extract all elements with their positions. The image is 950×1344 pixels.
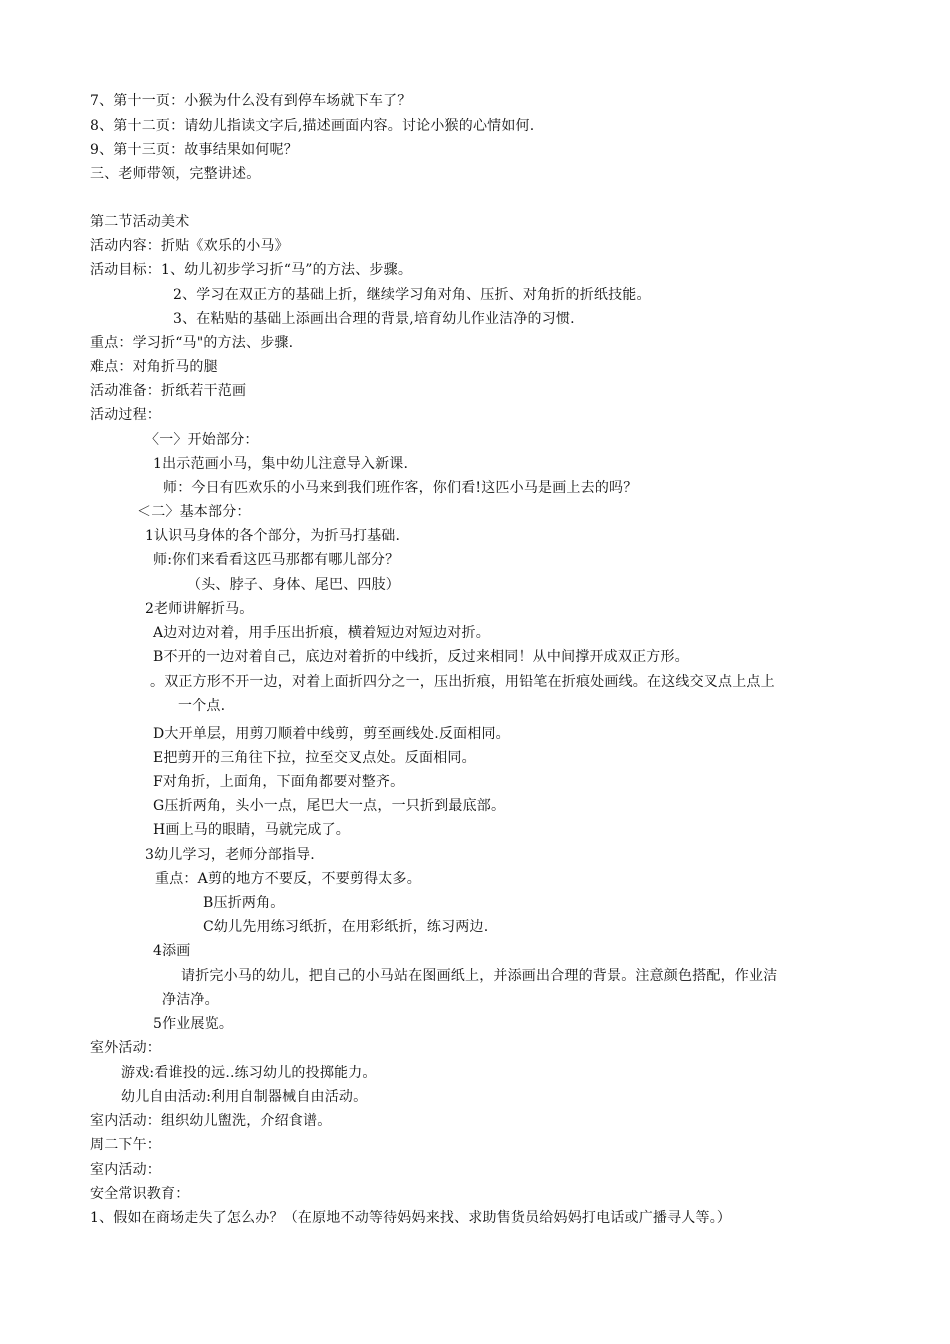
text-line: 室内活动：组织幼儿盥洗，介绍食谱。 bbox=[90, 1113, 332, 1129]
text-line: 1、假如在商场走失了怎么办？（在原地不动等待妈妈来找、求助售货员给妈妈打电话或广播寻人等。） bbox=[90, 1210, 732, 1226]
text-line: 活动目标：1、幼儿初步学习折“马”的方法、步骤。 bbox=[90, 262, 413, 278]
text-line: 一个点. bbox=[178, 698, 226, 714]
text-line: 7、第十一页：小猴为什么没有到停车场就下车了？ bbox=[90, 93, 412, 109]
text-line: 活动过程： bbox=[90, 407, 161, 423]
text-line: 净洁净。 bbox=[162, 992, 219, 1008]
text-line: ＜二〉基本部分： bbox=[137, 504, 251, 520]
text-line: 4添画 bbox=[153, 943, 191, 959]
text-line: E把剪开的三角往下拉，拉至交叉点处。反面相同。 bbox=[153, 750, 476, 766]
text-line: B压折两角。 bbox=[203, 895, 285, 911]
text-line: 安全常识教育： bbox=[90, 1186, 190, 1202]
text-line: 〈一〉开始部分： bbox=[145, 432, 259, 448]
text-line: 幼儿自由活动:利用自制器械自由活动。 bbox=[121, 1089, 368, 1105]
text-line: 重点：学习折“马"的方法、步骤. bbox=[90, 335, 294, 351]
text-line: 9、第十三页：故事结果如何呢？ bbox=[90, 142, 298, 158]
text-line: H画上马的眼睛，马就完成了。 bbox=[153, 822, 351, 838]
text-line: B不开的一边对着自己，底边对着折的中线折，反过来相同！从中间撑开成双正方形。 bbox=[153, 649, 689, 665]
text-line: 师：今日有匹欢乐的小马来到我们班作客，你们看!这匹小马是画上去的吗？ bbox=[163, 480, 638, 496]
text-line: 师:你们来看看这匹马那都有哪儿部分？ bbox=[153, 552, 400, 568]
text-line: 。双正方形不开一边，对着上面折四分之一，压出折痕，用铅笔在折痕处画线。在这线交叉点上点上 bbox=[150, 674, 775, 690]
text-line: 活动准备：折纸若干范画 bbox=[90, 383, 247, 399]
text-line: 活动内容：折贴《欢乐的小马》 bbox=[90, 238, 289, 254]
text-line: 室外活动： bbox=[90, 1040, 161, 1056]
text-line: 三、老师带领，完整讲述。 bbox=[90, 166, 261, 182]
text-line: 室内活动： bbox=[90, 1162, 161, 1178]
text-line: 周二下午： bbox=[90, 1137, 161, 1153]
text-line: D大开单层，用剪刀顺着中线剪，剪至画线处.反面相同。 bbox=[153, 726, 510, 742]
section-heading: 第二节活动美术 bbox=[90, 214, 190, 230]
text-line: 难点：对角折马的腿 bbox=[90, 359, 218, 375]
text-line: 重点：A剪的地方不要反，不要剪得太多。 bbox=[155, 871, 421, 887]
text-line: 1出示范画小马，集中幼儿注意导入新课. bbox=[153, 456, 409, 472]
text-line: A边对边对着，用手压出折痕，横着短边对短边对折。 bbox=[153, 625, 490, 641]
text-line: 5作业展览。 bbox=[153, 1016, 234, 1032]
text-line: 8、第十二页：请幼儿指读文字后,描述画面内容。讨论小猴的心情如何. bbox=[90, 118, 535, 134]
text-line: 3幼儿学习，老师分部指导. bbox=[145, 847, 315, 863]
text-line: （头、脖子、身体、尾巴、四肢） bbox=[187, 577, 400, 593]
text-line: 3、在粘贴的基础上添画出合理的背景,培育幼儿作业洁净的习惯. bbox=[173, 311, 575, 327]
text-line: C幼儿先用练习纸折，在用彩纸折，练习两边. bbox=[203, 919, 489, 935]
text-line: 1认识马身体的各个部分，为折马打基础. bbox=[145, 528, 401, 544]
text-line: 请折完小马的幼儿，把自己的小马站在图画纸上，并添画出合理的背景。注意颜色搭配，作业洁 bbox=[181, 968, 778, 984]
text-line: 游戏:看谁投的远..练习幼儿的投掷能力。 bbox=[121, 1065, 377, 1081]
text-line: 2老师讲解折马。 bbox=[145, 601, 254, 617]
text-line: 2、学习在双正方的基础上折，继续学习角对角、压折、对角折的折纸技能。 bbox=[173, 287, 651, 303]
text-line: G压折两角，头小一点，尾巴大一点，一只折到最底部。 bbox=[153, 798, 506, 814]
text-line: F对角折，上面角，下面角都要对整齐。 bbox=[153, 774, 405, 790]
